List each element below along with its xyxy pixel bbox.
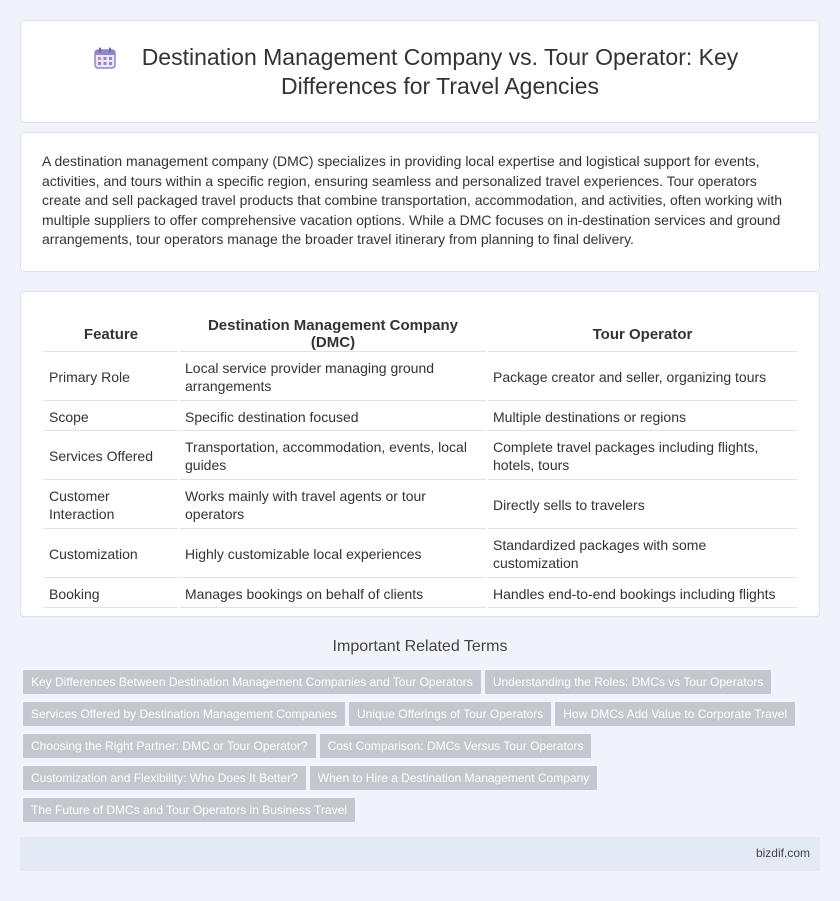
related-term-link[interactable]: The Future of DMCs and Tour Operators in Business Travel <box>23 798 355 822</box>
table-row <box>44 482 797 529</box>
related-term-link[interactable]: How DMCs Add Value to Corporate Travel <box>555 702 795 726</box>
tour-operator-cell: Complete travel packages including flights, hotels, tours <box>488 433 797 480</box>
related-term-link[interactable]: When to Hire a Destination Management Company <box>310 766 597 790</box>
feature-cell: Primary Role <box>44 354 178 401</box>
intro-card <box>20 132 820 272</box>
feature-cell: Booking <box>44 580 178 608</box>
dmc-cell: Local service provider managing ground arrangements <box>180 354 486 401</box>
comparison-table <box>42 315 799 610</box>
dmc-cell: Specific destination focused <box>180 403 486 431</box>
table-row <box>44 531 797 578</box>
related-term-link[interactable]: Cost Comparison: DMCs Versus Tour Operators <box>320 734 592 758</box>
intro-paragraph: A destination management company (DMC) specializes in providing local expertise and logistical support for events, activities, and tours within a specific region, ensuring seamless and personalized travel experiences. Tour operators create and sell packaged travel products that combine transportation, accommodation, and activities, often working with multiple suppliers to offer comprehensive vacation options. While a DMC focuses on in-destination services and ground arrangements, tour operators manage the broader travel itinerary from planning to final delivery. <box>42 153 783 247</box>
dmc-cell: Works mainly with travel agents or tour operators <box>180 482 486 529</box>
tour-operator-cell: Handles end-to-end bookings including flights <box>488 580 797 608</box>
feature-cell: Services Offered <box>44 433 178 480</box>
tour-operator-cell: Multiple destinations or regions <box>488 403 797 431</box>
table-row <box>44 403 797 431</box>
comparison-card <box>20 291 820 617</box>
table-row <box>44 433 797 480</box>
page-title: Destination Management Company vs. Tour Operator: Key Differences for Travel Agencies <box>141 44 739 99</box>
title-card <box>20 20 820 123</box>
dmc-cell: Manages bookings on behalf of clients <box>180 580 486 608</box>
related-term-link[interactable]: Key Differences Between Destination Management Companies and Tour Operators <box>23 670 481 694</box>
tour-operator-cell: Directly sells to travelers <box>488 482 797 529</box>
table-row <box>44 580 797 608</box>
header-dmc: Destination Management Company (DMC) <box>180 317 486 352</box>
dmc-cell: Highly customizable local experiences <box>180 531 486 578</box>
feature-cell: Customization <box>44 531 178 578</box>
related-term-link[interactable]: Services Offered by Destination Management Companies <box>23 702 345 726</box>
dmc-cell: Transportation, accommodation, events, local guides <box>180 433 486 480</box>
header-feature: Feature <box>44 317 178 352</box>
related-terms-heading: Important Related Terms <box>332 638 508 655</box>
related-term-link[interactable]: Customization and Flexibility: Who Does It Better? <box>23 766 306 790</box>
site-name[interactable]: bizdif.com <box>755 846 810 860</box>
tour-operator-cell: Standardized packages with some customization <box>488 531 797 578</box>
footer <box>20 837 820 871</box>
feature-cell: Scope <box>44 403 178 431</box>
related-terms-list <box>23 670 803 830</box>
related-term-link[interactable]: Understanding the Roles: DMCs vs Tour Operators <box>485 670 772 694</box>
related-term-link[interactable]: Choosing the Right Partner: DMC or Tour Operator? <box>23 734 316 758</box>
feature-cell: Customer Interaction <box>44 482 178 529</box>
tour-operator-cell: Package creator and seller, organizing tours <box>488 354 797 401</box>
table-header-row <box>44 317 797 352</box>
table-row <box>44 354 797 401</box>
header-tour-operator: Tour Operator <box>488 317 797 352</box>
related-term-link[interactable]: Unique Offerings of Tour Operators <box>349 702 551 726</box>
